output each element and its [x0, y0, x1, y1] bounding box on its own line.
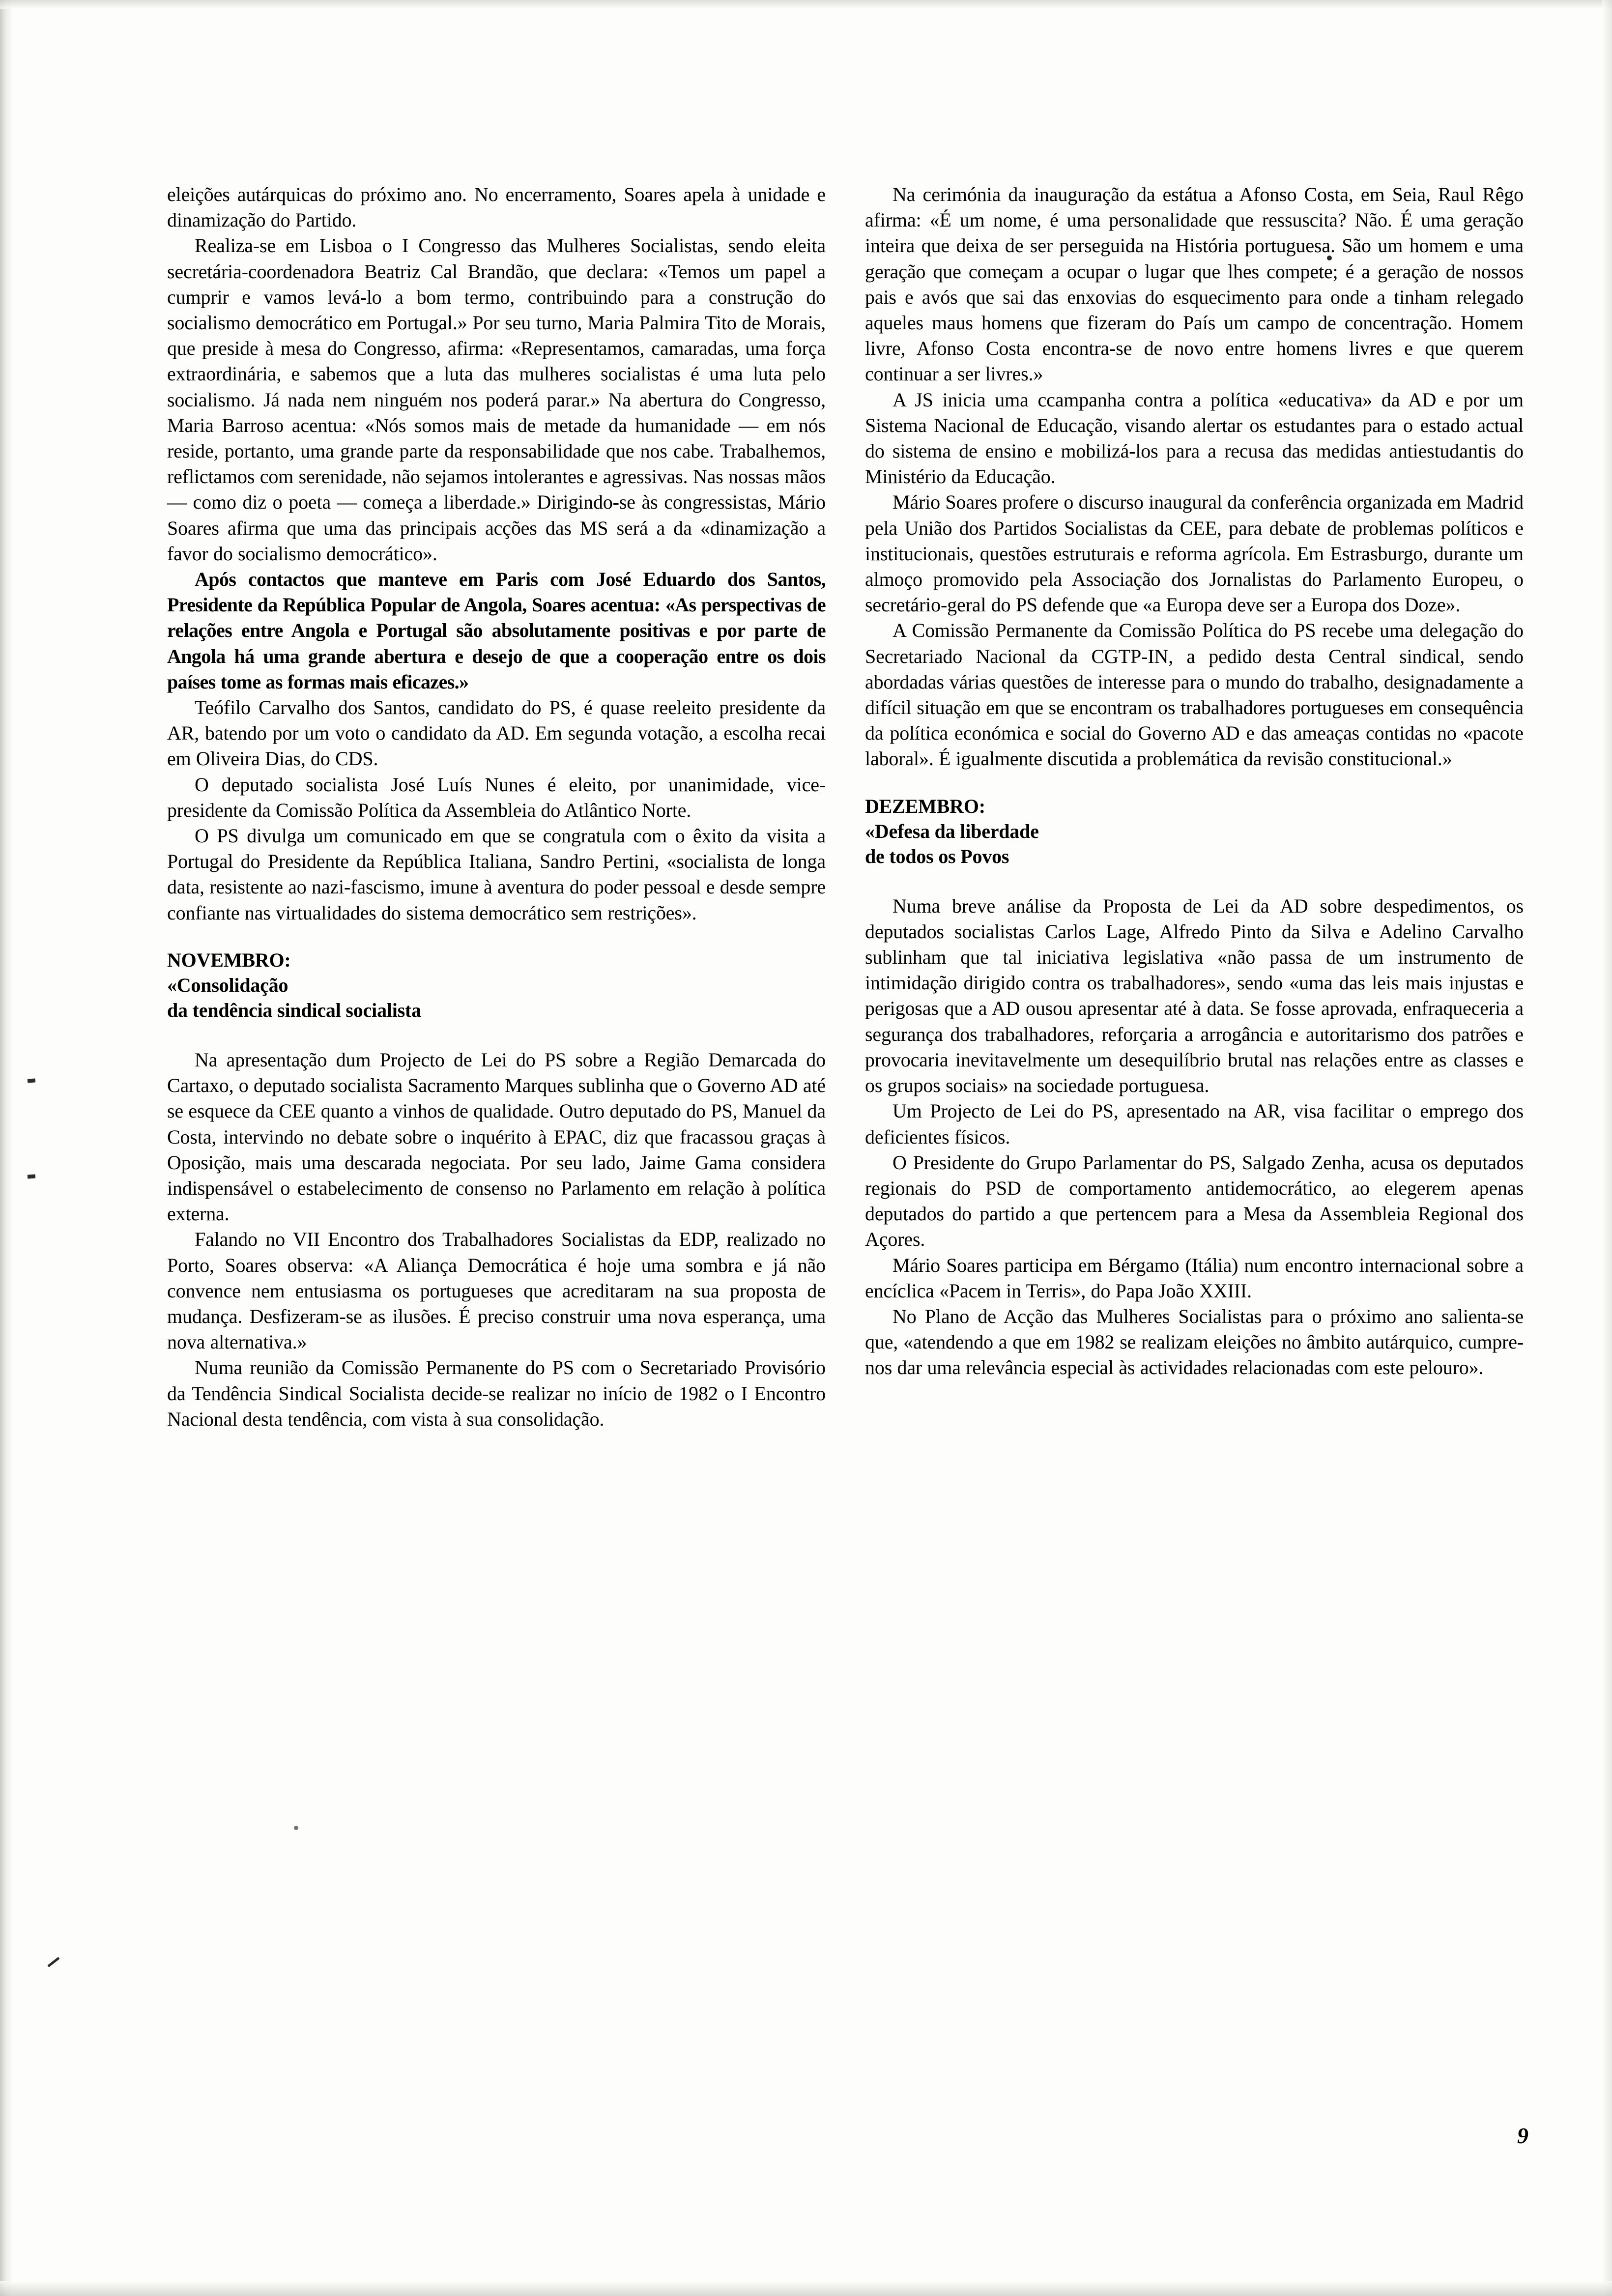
two-column-body [167, 182, 1524, 2143]
margin-speck [28, 1078, 36, 1083]
paragraph: Mário Soares participa em Bérgamo (Itália) num encontro internacional sobre a encíclica «Pacem in Terris», do Papa João XXIII. [865, 1254, 1524, 1302]
paragraph: Numa breve análise da Proposta de Lei da AD sobre despedimentos, os deputados socialistas Carlos Lage, Alfredo Pinto da Silva e Adelino Carvalho sublinham que tal iniciativa legislativa «não passa de um instrumento de intimidação dirigido contra os trabalhadores», sendo «uma das leis mais injustas e perigosas que a AD ousou apresentar até à data. Se fosse aprovada, enfraqueceria a segurança dos trabalhadores, reforçaria a arrogância e autoritarismo dos patrões e provocaria inevitavelmente um desequilíbrio brutal nas relações entre as classes e os grupos sociais» na sociedade portuguesa. [865, 894, 1524, 1097]
paragraph: eleições autárquicas do próximo ano. No encerramento, Soares apela à unidade e dinamização do Partido. [167, 183, 826, 231]
left-column [167, 182, 826, 2143]
paragraph: O Presidente do Grupo Parlamentar do PS, Salgado Zenha, acusa os deputados regionais do PSD de comportamento antidemocrático, ao elegerem apenas deputados do partido a que pertencem para a Mesa da Assembleia Regional dos Açores. [865, 1151, 1524, 1251]
right-column [865, 182, 1524, 2143]
section-heading-month: NOVEMBRO: [167, 948, 291, 971]
margin-speck [28, 1174, 36, 1178]
section-heading-month: DEZEMBRO: [865, 795, 985, 817]
margin-speck [47, 1957, 59, 1967]
paragraph: Falando no VII Encontro dos Trabalhadores Socialistas da EDP, realizado no Porto, Soares observa: «A Aliança Democrática é hoje uma sombra e já não convence nem entusiasma os portugueses que acreditaram na sua proposta de mudança. Desfizeram-se as ilusões. É preciso construir uma nova esperança, uma nova alternativa.» [167, 1228, 826, 1353]
paragraph: Mário Soares profere o discurso inaugural da conferência organizada em Madrid pela União dos Partidos Socialistas da CEE, para debate de problemas políticos e institucionais, questões estruturais e reforma agrícola. Em Estrasburgo, durante um almoço promovido pela Associação dos Jornalistas do Parlamento Europeu, o secretário-geral do PS defende que «a Europa deve ser a Europa dos Doze». [865, 491, 1524, 616]
paragraph: Após contactos que manteve em Paris com José Eduardo dos Santos, Presidente da República Popular de Angola, Soares acentua: «As perspectivas de relações entre Angola e Portugal são absolutamente positivas e por parte de Angola há uma grande abertura e desejo de que a cooperação entre os dois países tome as formas mais eficazes.» [167, 568, 826, 693]
scan-edge-right [1602, 0, 1612, 2296]
paragraph: Na apresentação dum Projecto de Lei do PS sobre a Região Demarcada do Cartaxo, o deputado socialista Sacramento Marques sublinha que o Governo AD até se esquece da CEE quanto a vinhos de qualidade. Outro deputado do PS, Manuel da Costa, intervindo no debate sobre o inquérito à EPAC, diz que fracassou graças à Oposição, mais uma descarada negociata. Por seu lado, Jaime Gama considera indispensável o estabelecimento de consenso no Parlamento em relação à política externa. [167, 1048, 826, 1225]
paragraph: No Plano de Acção das Mulheres Socialistas para o próximo ano salienta-se que, «atendendo a que em 1982 se realizam eleições no âmbito autárquico, cumpre-nos dar uma relevância especial às actividades relacionadas com este pelouro». [865, 1305, 1524, 1379]
scan-edge-bottom [0, 2281, 1612, 2296]
paragraph: O PS divulga um comunicado em que se congratula com o êxito da visita a Portugal do Presidente da República Italiana, Sandro Pertini, «socialista de longa data, resistente ao nazi-fascismo, imune à aventura do poder pessoal e desde sempre confiante nas virtualidades do sistema democrático sem restrições». [167, 825, 826, 924]
paragraph: Realiza-se em Lisboa o I Congresso das Mulheres Socialistas, sendo eleita secretária-coordenadora Beatriz Cal Brandão, que declara: «Temos um papel a cumprir e vamos levá-lo a bom termo, contribuindo para a construção do socialismo democrático em Portugal.» Por seu turno, Maria Palmira Tito de Morais, que preside à mesa do Congresso, afirma: «Representamos, camaradas, uma força extraordinária, e sabemos que a luta das mulheres socialistas é uma luta pelo socialismo. Já nada nem ninguém nos poderá parar.» Na abertura do Congresso, Maria Barroso acentua: «Nós somos mais de metade da humanidade — em nós reside, portanto, uma grande parte da responsabilidade que nos cabe. Trabalhemos, reflictamos com serenidade, não sejamos intolerantes e agressivas. Nas nossas mãos — como diz o poeta — começa a liberdade.» Dirigindo-se às congressistas, Mário Soares afirma que uma das principais acções das MS será a da «dinamização a favor do socialismo democrático». [167, 234, 826, 565]
heading-spacer [167, 1023, 826, 1047]
paragraph: Teófilo Carvalho dos Santos, candidato do PS, é quase reeleito presidente da AR, batendo por um voto o candidato da AD. Em segunda votação, a escolha recai em Oliveira Dias, do CDS. [167, 696, 826, 770]
paragraph: Um Projecto de Lei do PS, apresentado na AR, visa facilitar o emprego dos deficientes físicos. [865, 1100, 1524, 1148]
paragraph: Na cerimónia da inauguração da estátua a Afonso Costa, em Seia, Raul Rêgo afirma: «É um nome, é uma personalidade que ressuscita? Não. É uma geração inteira que deixa de ser perseguida na História portuguesa. São um homem e uma geração que começam a ocupar o lugar que lhes compete; é a geração de nossos pais e avós que sai das enxovias do esquecimento para onde a tinham relegado aqueles maus homens que fizeram do País um campo de concentração. Homem livre, Afonso Costa encontra-se de novo entre homens livres e que querem continuar a ser livres.» [865, 183, 1524, 385]
section-heading-title-line-1: «Defesa da liberdade [865, 820, 1039, 842]
paragraph: Numa reunião da Comissão Permanente do PS com o Secretariado Provisório da Tendência Sindical Socialista decide-se realizar no início de 1982 o I Encontro Nacional desta tendência, com vista à sua consolidação. [167, 1356, 826, 1430]
page-number: 9 [1517, 2123, 1528, 2148]
heading-spacer [865, 869, 1524, 893]
section-heading-title-line-2: da tendência sindical socialista [167, 999, 421, 1021]
paragraph: A Comissão Permanente da Comissão Política do PS recebe uma delegação do Secretariado Nacional da CGTP-IN, a pedido desta Central sindical, sendo abordadas várias questões de interesse para o mundo do trabalho, designadamente a difícil situação em que se encontram os trabalhadores portugueses em consequência da política económica e social do Governo AD e das ameaças contidas no «pacote laboral». É igualmente discutida a problemática da revisão constitucional.» [865, 619, 1524, 770]
section-heading-title-line-2: de todos os Povos [865, 845, 1009, 867]
scan-edge-left [0, 0, 13, 2296]
paragraph: O deputado socialista José Luís Nunes é eleito, por unanimidade, vice-presidente da Comissão Política da Assembleia do Atlântico Norte. [167, 773, 826, 821]
scan-edge-top [0, 0, 1612, 9]
paragraph: A JS inicia uma ccampanha contra a política «educativa» da AD e por um Sistema Nacional de Educação, visando alertar os estudantes para o estado actual do sistema de ensino e mobilizá-los para a recusa das medidas antiestudantis do Ministério da Educação. [865, 388, 1524, 488]
section-heading-title-line-1: «Consolidação [167, 974, 288, 996]
